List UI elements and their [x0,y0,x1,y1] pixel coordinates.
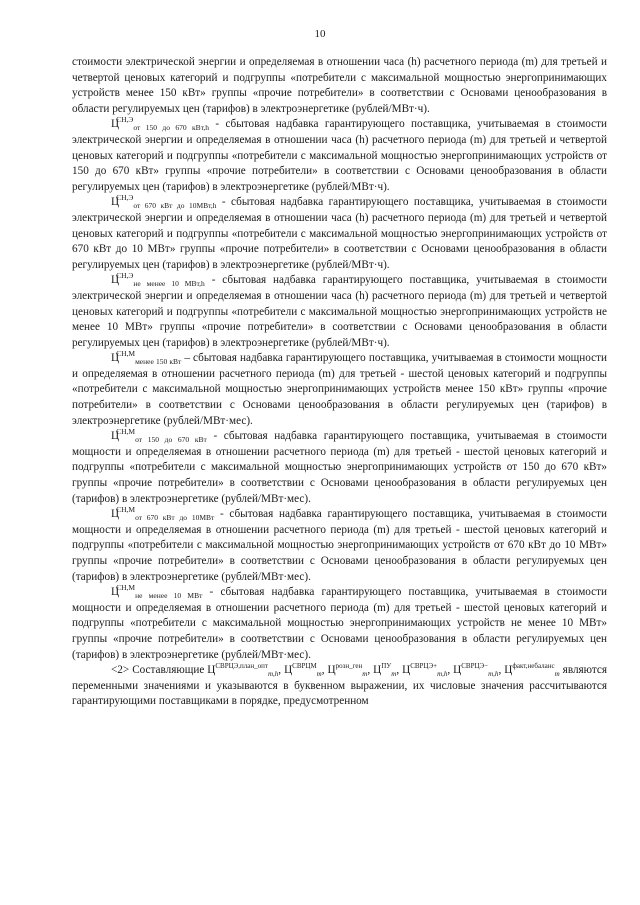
note-paragraph [72,663,607,710]
definition-paragraph [72,117,607,195]
variable-letter: Ц [207,664,216,677]
definition-text: – сбытовая надбавка гарантирующего поставщика, учитываемая в стоимости мощности и определяемая в отношении расчетного периода (m) для третьей - шестой ценовых категорий и подгруппы «потребители с максимальной мощностью энергопринимающих устройств менее 150 кВт» группы «прочие потребители» в соответствии с Основами ценообразования в области регулируемых цен (тарифов) в электроэнергетике (рублей/МВт·мес). [72,352,607,427]
variable-superscript: СВРЦМ [292,662,317,671]
definition-text: - сбытовая надбавка гарантирующего поставщика, учитываемая в стоимости мощности и определяемая в отношении расчетного периода (m) для третьей - шестой ценовых категорий и подгруппы «потребители с максимальной мощностью энергопринимающих устройств от 150 до 670 кВт» группы «прочие потребители» в соответствии с Основами ценообразования в области регулируемых цен (тарифов) в электроэнергетике (рублей/МВт·мес). [72,430,608,505]
definition-paragraph [72,429,607,507]
symbol-letter: Ц [111,274,120,287]
symbol-subscript: не менее 10 МВт,h [133,279,205,289]
variable-subscript: m [391,670,397,679]
variable-superscript: СВРЦЭ− [461,662,489,671]
variable-subscript: m [554,670,560,679]
symbol-superscript: СН,М [116,427,136,437]
variable-superscript: ПУ [381,662,392,671]
symbol-subscript: менее 150 кВт [135,357,182,367]
variable-subscript: m,h [488,670,499,679]
tariff-symbol [111,349,182,367]
variable-separator: , [367,664,374,677]
variable-superscript: факт,небаланс [512,662,555,671]
variable-subscript: m,h [437,670,448,679]
symbol-superscript: СН,Э [116,193,134,203]
variable-letter: Ц [373,664,382,677]
variable-superscript: СВРЦЭ,план_опт [215,662,268,671]
variable-separator: , [447,664,454,677]
symbol-subscript: от 150 до 670 кВт,h [133,123,210,133]
symbol-superscript: СН,М [116,583,136,593]
formula-variable [207,662,279,679]
symbol-subscript: от 670 кВт до 10МВт [135,513,215,523]
definition-paragraph [72,273,607,351]
formula-variable [402,662,448,679]
definition-paragraph [72,351,607,429]
variable-separator: , [278,664,285,677]
variable-letter: Ц [327,664,336,677]
definition-paragraph [72,507,607,585]
variable-subscript: m,h [267,670,279,679]
definition-text: - сбытовая надбавка гарантирующего поставщика, учитываемая в стоимости электрической энергии и определяемая в отношении часа (h) расчетного периода (m) для третьей и четвертой ценовых категорий и подгруппы «потребители с максимальной мощностью энергопринимающих устройств не менее 10 МВт» группы «прочие потребители» в соответствии с Основами ценообразования в области регулируемых цен (тарифов) в электроэнергетике (рублей/МВт·ч). [72,274,607,349]
document-body [72,55,607,710]
variable-subscript: m [362,670,368,679]
formula-variable [373,662,397,679]
symbol-letter: Ц [111,196,120,209]
variable-superscript: розн_ген [335,662,363,671]
symbol-subscript: от 150 до 670 кВт [135,435,207,445]
symbol-letter: Ц [111,118,120,131]
symbol-superscript: СН,М [116,505,136,515]
tariff-symbol [111,583,203,601]
variable-superscript: СВРЦЭ+ [410,662,438,671]
tariff-symbol [111,193,217,211]
variable-letter: Ц [284,664,293,677]
symbol-superscript: СН,Э [116,271,134,281]
definition-text: - сбытовая надбавка гарантирующего поставщика, учитываемая в стоимости мощности и определяемая в отношении расчетного периода (m) для третьей - шестой ценовых категорий и подгруппы «потребители с максимальной мощностью энергопринимающих устройств не менее 10 МВт» группы «прочие потребители» в соответствии с Основами ценообразования в области регулируемых цен (тарифов) в электроэнергетике (рублей/МВт·мес). [72,586,607,661]
variable-letter: Ц [402,664,411,677]
tariff-symbol [111,505,215,523]
definitions-list [72,117,607,663]
variables-list [207,662,560,679]
symbol-subscript: от 670 кВт до 10МВт,h [133,201,217,211]
tariff-symbol [111,271,205,289]
definition-text: - сбытовая надбавка гарантирующего поставщика, учитываемая в стоимости электрической энергии и определяемая в отношении часа (h) расчетного периода (m) для третьей и четвертой ценовых категорий и подгруппы «потребители с максимальной мощностью энергопринимающих устройств от 150 до 670 кВт» группы «прочие потребители» в соответствии с Основами ценообразования в области регулируемых цен (тарифов) в электроэнергетике (рублей/МВт·ч). [72,118,607,193]
variable-separator: , [396,664,403,677]
symbol-letter: Ц [111,430,120,443]
variable-separator: , [321,664,328,677]
formula-variable [284,662,322,679]
definition-text: - сбытовая надбавка гарантирующего поставщика, учитываемая в стоимости мощности и определяемая в отношении расчетного периода (m) для третьей - шестой ценовых категорий и подгруппы «потребители с максимальной мощностью энергопринимающих устройств от 670 кВт до 10 МВт» группы «прочие потребители» в соответствии с Основами ценообразования в области регулируемых цен (тарифов) в электроэнергетике (рублей/МВт·мес). [72,508,607,583]
definition-paragraph [72,585,607,663]
page-number: 10 [314,28,326,40]
symbol-superscript: СН,М [116,349,136,359]
variable-letter: Ц [504,664,513,677]
symbol-letter: Ц [111,508,120,521]
symbol-letter: Ц [111,586,120,599]
variable-letter: Ц [453,664,462,677]
formula-variable [504,662,560,679]
formula-variable [453,662,499,679]
tariff-symbol [111,427,207,445]
symbol-letter: Ц [111,352,120,365]
definition-paragraph [72,195,607,273]
variable-subscript: m [316,670,322,679]
variable-separator: , [498,664,505,677]
note-tail: являются переменными значениями и указываются в буквенном выражении, их числовые значения рассчитываются гарантирующими поставщиками в порядке, предусмотренном [72,664,608,708]
definition-text: - сбытовая надбавка гарантирующего поставщика, учитываемая в стоимости электрической энергии и определяемая в отношении часа (h) расчетного периода (m) для третьей и четвертой ценовых категорий и подгруппы «потребители с максимальной мощностью энергопринимающих устройств от 670 кВт до 10 МВт» группы «прочие потребители» в соответствии с Основами ценообразования в области регулируемых цен (тарифов) в электроэнергетике (рублей/МВт·ч). [72,196,607,271]
tariff-symbol [111,115,210,133]
symbol-subscript: не менее 10 МВт [135,591,203,601]
intro-paragraph: стоимости электрической энергии и определяемая в отношении часа (h) расчетного периода (m) для третьей и четвертой ценовых категорий и подгруппы «потребители с максимальной мощностью энергопринимающих устройств менее 150 кВт» группы «прочие потребители» в соответствии с Основами ценообразования в области регулируемых цен (тарифов) в электроэнергетике (рублей/МВт·ч). [72,56,607,115]
symbol-superscript: СН,Э [116,115,134,125]
formula-variable [327,662,368,679]
note-lead: <2> Составляющие [111,664,208,677]
